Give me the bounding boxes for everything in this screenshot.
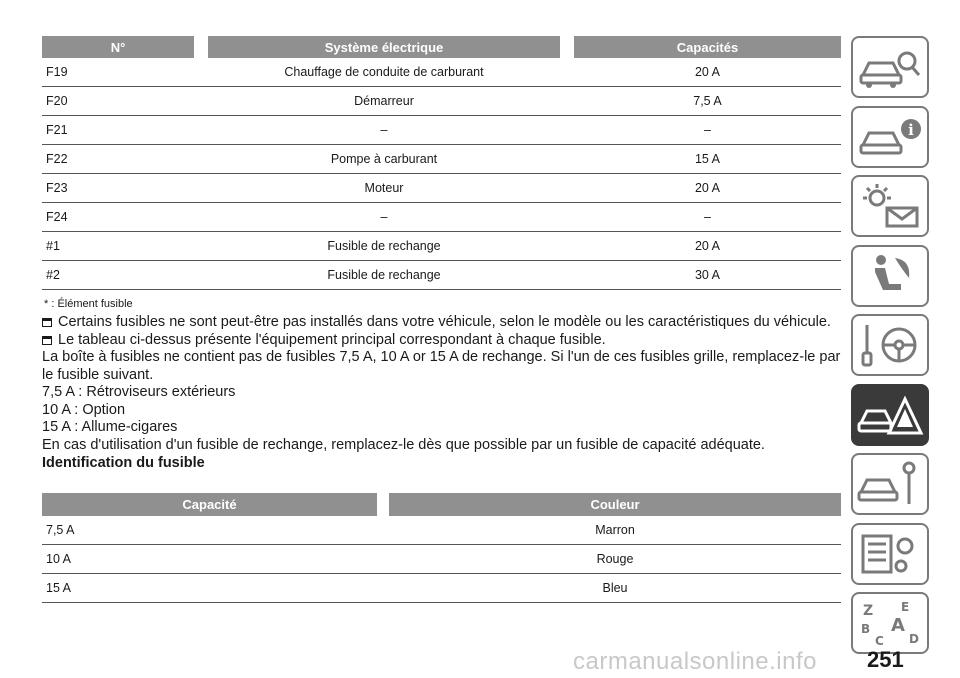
car-wrench-icon: [855, 458, 925, 510]
paragraph-mirrors: 7,5 A : Rétroviseurs extérieurs: [42, 384, 236, 400]
fuse-system: Chauffage de conduite de carburant: [284, 65, 484, 79]
fuse-number: F20: [46, 94, 68, 108]
fuse-color: Rouge: [596, 552, 634, 566]
paragraph-replace: En cas d'utilisation d'un fusible de rechange, remplacez-le dès que possible par un fusible de capacité adéquate.: [42, 436, 765, 453]
svg-text:A: A: [891, 615, 905, 636]
fuse-color: Marron: [595, 523, 635, 537]
fuse-system: Moteur: [364, 181, 404, 195]
table-row: [42, 87, 841, 116]
fuse-capacity: 15 A: [46, 581, 72, 595]
table-row: [42, 232, 841, 261]
table-row: [42, 58, 841, 87]
header-number: N°: [42, 36, 194, 58]
table-row: [42, 516, 841, 545]
car-info-icon: [855, 111, 925, 163]
header-color: Couleur: [389, 493, 841, 516]
note-2: [42, 332, 841, 350]
fuse-system: –: [380, 210, 388, 224]
header-capacity: Capacités: [574, 36, 841, 58]
sidebar-item-car-info[interactable]: [851, 106, 929, 168]
sidebar-item-index[interactable]: [851, 592, 929, 654]
fuse-system: Démarreur: [354, 94, 414, 108]
footnote: * : Élément fusible: [44, 298, 133, 310]
paragraph-spare-fuses: La boîte à fusibles ne contient pas de fusibles 7,5 A, 10 A or 15 A de rechange. Si l'un de ces fusibles grille, remplacez-le par le fusible suivant.: [42, 349, 841, 383]
fuse-table: [42, 36, 841, 290]
fuse-capacity: –: [704, 210, 711, 224]
svg-text:C: C: [875, 634, 884, 648]
sidebar-item-dashboard[interactable]: [851, 36, 929, 98]
fuse-capacity: 10 A: [46, 552, 72, 566]
svg-text:i: i: [908, 120, 914, 139]
note-icon: [42, 336, 52, 345]
table-row: [42, 145, 841, 174]
fuse-capacity: 20 A: [694, 65, 721, 79]
alphabetical-index-icon: [855, 597, 925, 649]
sidebar-item-maintenance[interactable]: [851, 453, 929, 515]
table-row: [42, 203, 841, 232]
fuse-capacity: 7,5 A: [46, 523, 75, 537]
page-content: [42, 36, 841, 603]
svg-text:E: E: [901, 600, 910, 614]
table-row: [42, 174, 841, 203]
svg-text:D: D: [909, 632, 919, 646]
color-table: [42, 493, 841, 603]
fuse-capacity: 20 A: [694, 239, 721, 253]
watermark: carmanualsonline.info: [573, 648, 817, 675]
svg-text:B: B: [861, 622, 871, 636]
car-breakdown-warning-icon: [855, 389, 925, 441]
note-1: [42, 314, 841, 332]
svg-text:Z: Z: [863, 603, 874, 619]
table-row: [42, 545, 841, 574]
sidebar-item-safety[interactable]: [851, 245, 929, 307]
key-steering-wheel-icon: [855, 319, 925, 371]
color-table-header: [42, 493, 841, 516]
fuse-capacity: 20 A: [694, 181, 721, 195]
fuse-number: F21: [46, 123, 68, 137]
fuse-number: F19: [46, 65, 68, 79]
fuse-capacity: 30 A: [694, 268, 721, 282]
seat-airbag-icon: [855, 250, 925, 302]
header-system: Système électrique: [208, 36, 560, 58]
table-row: [42, 116, 841, 145]
note-text: Certains fusibles ne sont peut-être pas installés dans votre véhicule, selon le modèle ou les caractéristiques du véhicule.: [58, 314, 831, 330]
sidebar-item-warning-lights[interactable]: [851, 175, 929, 237]
fuse-number: #2: [46, 268, 60, 282]
fuse-color: Bleu: [602, 581, 628, 595]
sidebar-item-emergency[interactable]: [851, 384, 929, 446]
fuse-system: Fusible de rechange: [327, 239, 441, 253]
fuse-system: Pompe à carburant: [330, 152, 438, 166]
fuse-capacity: –: [704, 123, 711, 137]
sidebar-nav: [851, 36, 931, 662]
paragraph-option: 10 A : Option: [42, 401, 126, 418]
fuse-number: F22: [46, 152, 68, 166]
table-row: [42, 574, 841, 603]
note-icon: [42, 318, 52, 327]
note-text: Le tableau ci-dessus présente l'équipement principal correspondant à chaque fusible.: [58, 331, 606, 348]
data-gears-icon: [855, 528, 925, 580]
page-number: 251: [867, 647, 904, 672]
fuse-capacity: 15 A: [694, 152, 721, 166]
table-row: [42, 261, 841, 290]
fuse-number: F23: [46, 181, 68, 195]
sidebar-item-technical-data[interactable]: [851, 523, 929, 585]
fuse-table-header: [42, 36, 841, 58]
sidebar-item-starting-driving[interactable]: [851, 314, 929, 376]
warning-light-message-icon: [855, 180, 925, 232]
fuse-number: #1: [46, 239, 60, 253]
fuse-system: –: [380, 123, 388, 137]
fuse-system: Fusible de rechange: [327, 268, 441, 282]
car-search-icon: [855, 41, 925, 93]
section-heading: Identification du fusible: [42, 455, 205, 471]
header-capacity: Capacité: [42, 493, 377, 516]
paragraph-cigar-lighter: 15 A : Allume-cigares: [42, 419, 178, 435]
fuse-number: F24: [46, 210, 68, 224]
fuse-capacity: 7,5 A: [693, 94, 722, 108]
